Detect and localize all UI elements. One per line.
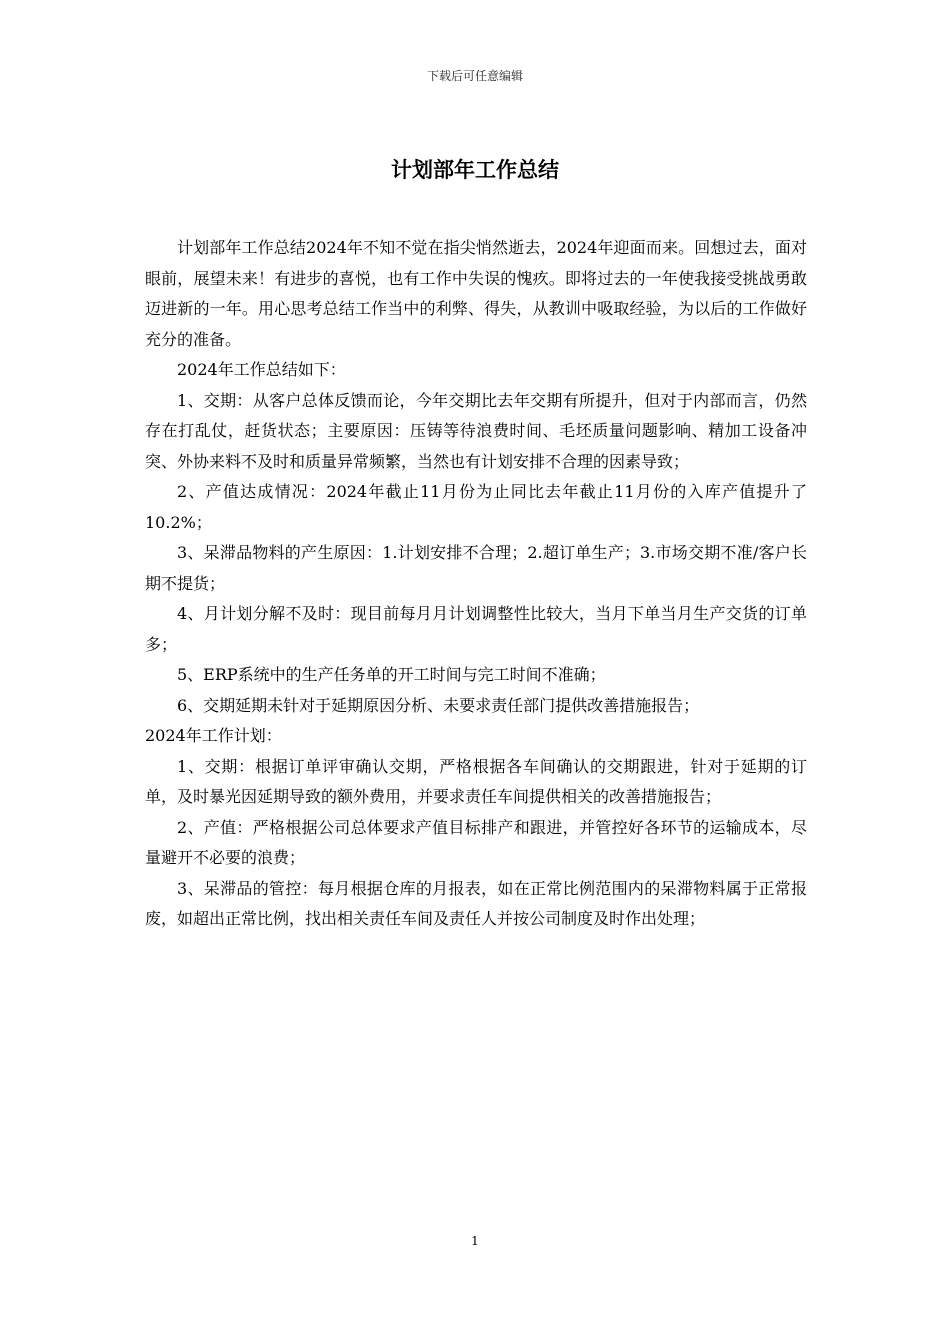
- paragraph-plan-item-3: 3、呆滞品的管控：每月根据仓库的月报表，如在正常比例范围内的呆滞物料属于正常报废，如超出正常比例，找出相关责任车间及责任人并按公司制度及时作出处理；: [145, 878, 807, 928]
- paragraph-plan-heading: 2024年工作计划：: [145, 726, 282, 745]
- paragraph-plan-item-1: 1、交期：根据订单评审确认交期，严格根据各车间确认的交期跟进，针对于延期的订单，及时暴光因延期导致的额外费用，并要求责任车间提供相关的改善措施报告；: [145, 756, 807, 806]
- paragraph-intro: 计划部年工作总结2024年不知不觉在指尖悄然逝去，2024年迎面而来。回想过去，面对眼前，展望未来！有进步的喜悦，也有工作中失误的愧疚。即将过去的一年使我接受挑战勇敢迈进新的一年。用心思考总结工作当中的利弊、得失，从教训中吸取经验，为以后的工作做好充分的准备。: [145, 238, 807, 349]
- document-title: 计划部年工作总结: [391, 157, 559, 182]
- paragraph-plan-item-2: 2、产值：严格根据公司总体要求产值目标排产和跟进，并管控好各环节的运输成本，尽量避开不必要的浪费；: [145, 817, 807, 867]
- paragraph-summary-item-6: 6、交期延期未针对于延期原因分析、未要求责任部门提供改善措施报告；: [177, 695, 700, 715]
- paragraph-summary-item-1: 1、交期：从客户总体反馈而论，今年交期比去年交期有所提升，但对于内部而言，仍然存在打乱仗，赶货状态；主要原因：压铸等待浪费时间、毛坯质量问题影响、精加工设备冲突、外协来料不及时和质量异常频繁，当然也有计划安排不合理的因素导致；: [145, 390, 807, 471]
- paragraph-summary-item-2: 2、产值达成情况：2024年截止11月份为止同比去年截止11月份的入库产值提升了10.2%；: [145, 482, 807, 532]
- header-note: 下载后可任意编辑: [426, 69, 523, 83]
- paragraph-summary-item-4: 4、月计划分解不及时：现目前每月月计划调整性比较大，当月下单当月生产交货的订单多；: [145, 604, 807, 654]
- page-number: 1: [471, 1234, 479, 1248]
- paragraph-summary-heading: 2024年工作总结如下：: [177, 360, 346, 379]
- paragraph-summary-item-5: 5、ERP系统中的生产任务单的开工时间与完工时间不准确；: [177, 665, 606, 684]
- document-body: [145, 233, 807, 935]
- paragraph-summary-item-3: 3、呆滞品物料的产生原因：1.计划安排不合理；2.超订单生产；3.市场交期不准/客户长期不提货；: [145, 543, 807, 593]
